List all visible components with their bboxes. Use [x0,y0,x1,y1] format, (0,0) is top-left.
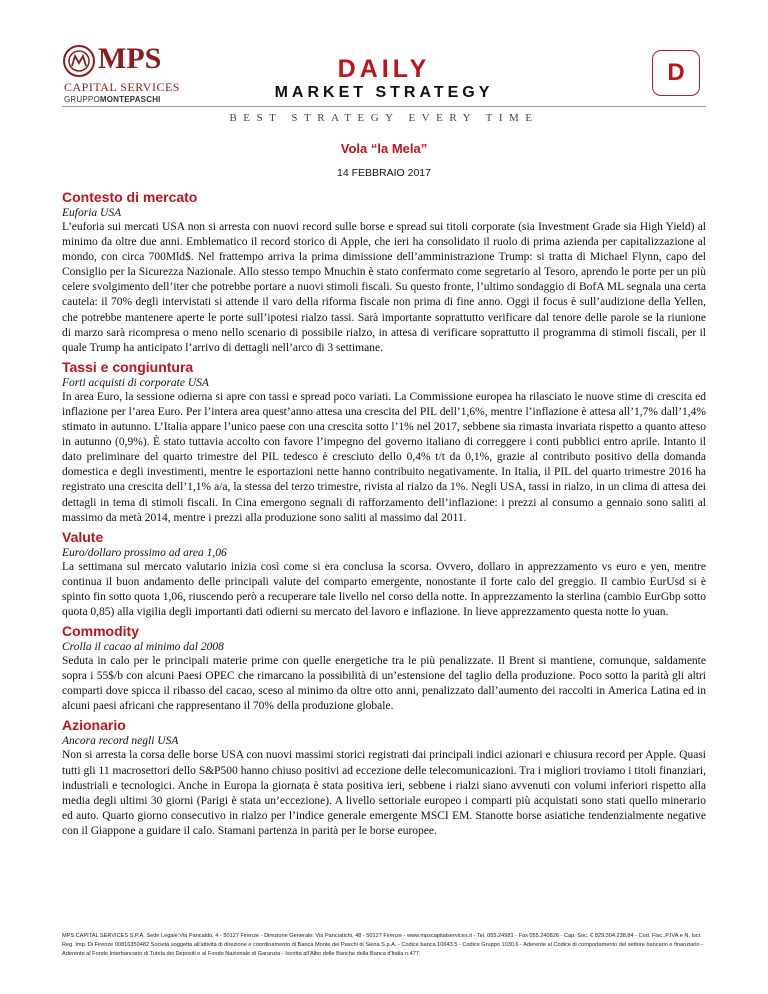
publication-title: DAILY [337,55,431,83]
logo-brand-text: MPS [98,42,162,75]
logo-group-main: MONTEPASCHI [99,95,161,104]
section-text: La settimana sul mercato valutario inizia così come si era conclusa la scorsa. Ovvero, dollaro in apprezzamento vs euro e yen, mentre continua il buon andamento delle principali valute del comparto emergente, nonostante il forte calo del greggio. Il cambio EurUsd si è spinto fin sotto quota 1,06, riuscendo però a recuperare tale livello nel corso della notte. In apprezzamento la sterlina (cambio EurGbp sotto quota 0,85) alla vigilia degli importanti dati odierni su mercato del lavoro e inflazione. In lieve apprezzamento questa notte lo yuan. [62,560,706,618]
section-text: L’euforia sui mercati USA non si arresta con nuovi record sulle borse e spread sui titoli corporate (sia Investment Grade sia High Yield) al minimo da oltre due anni. Emblematico il record storico di Apple, che ieri ha consolidato il ruolo di prima azienda per capitalizzazione al mondo, con circa 700Mld$. Nel frattempo arriva la prima dimissione dell’amministrazione Trump: si tratta di Michael Flynn, capo del Consiglio per la Sicurezza Nazionale. Allo stesso tempo Mnuchin è stato confermato come segretario al Tesoro, aprendo le porte per un più celere svolgimento dell’iter che potrebbe portare a nuovi stimoli fiscali. Su questo fronte, l’ultimo sondaggio di BofA ML segnala una certa cautela: il 70% degli intervistati si attende il varo della riforma fiscale non prima di fine anno. Oggi il focus è sull’audizione della Yellen, che potrebbe mantenere aperte le porte sull’ipotesi rialzo tassi. Sarà importante soprattutto verificare dal tenore delle parole se la riunione di marzo sarà ricompresa o meno nello scenario di possibile rialzo, in attesa di verificare soprattutto il programma di stimoli fiscali, per il quale Trump ha anticipato l’arrivo di dettagli nell’arco di 3 settimane. [62,221,706,354]
section-heading: Valute [62,528,104,545]
header-divider [62,106,706,107]
section-azionario [62,717,706,839]
section-subheading: Forti acquisti di corporate USA [62,376,209,389]
document-date: 14 FEBBRAIO 2017 [337,167,431,179]
logo-subtitle: CAPITAL SERVICES [64,80,180,94]
section-heading: Tassi e congiuntura [62,358,194,375]
section-subheading: Ancora record negli USA [62,735,179,748]
legal-footer: MPS CAPITAL SERVICES S.P.A. Sede Legale:Via Pancaldo, 4 - 50127 Firenze - Direzione Generale: Via Panciatichi, 48 - 50127 Firenze - www.mpscapitalservices.it - Tel. 055.24981 - Fax 055.240826 - Cap. Soc. € 829.304.238,84 - Cod. Fisc.,P.IVA e N. Iscr. Reg. Imp. Di Firenze 00816350482 Società soggetta all'attività di direzione e coordinamento di Banca Monte dei Paschi di Siena S.p.A. - Codice banca 10643.5 - Codice Gruppo 1030.6 - Aderente al Codice di comportamento del settore bancario e finanziario - Aderente al Fondo Interbancario di Tutela dei Depositi e al Fondo Nazionale di Garanzia - Iscritta all'Albo delle Banche della Banca d'Italia n.477. [62,933,704,958]
section-commodity [62,623,706,714]
section-subheading: Euforia USA [62,207,122,219]
tagline: BEST STRATEGY EVERY TIME [229,112,539,124]
section-subheading: Crolla il cacao al minimo dal 2008 [62,641,224,654]
section-text: Non si arresta la corsa delle borse USA con nuovi massimi storici registrati dai principali indici azionari e chiusura record per Apple. Quasi tutti gli 11 macrosettori dello S&P500 hanno chiuso positivi ad eccezione delle telecomunicazioni. Tra i migliori troviamo i titoli finanziari, industriali e tecnologici. Anche in Europa la giornata è stata positiva ieri, sebbene i rialzi siano avvenuti con volumi inferiori rispetto alla media degli ultimi 30 giorni (Parigi è stata un’eccezione). A livello settoriale europeo i comparti più acquistati sono stati quello minerario ed auto. Quarto giorno consecutivo in rialzo per l’indice generale emergente MSCI EM. Stanotte borse asiatiche tendenzialmente negative con il Giappone a guidare il calo. Stamani partenza in parità per le borse europee. [62,749,706,837]
section-text: Seduta in calo per le principali materie prime con quelle energetiche tra le più penalizzate. Il Brent si mantiene, comunque, saldamente sopra i 55$/b con alcuni Paesi OPEC che rimarcano la possibilità di un’estensione del taglio della produzione. Poco sotto la parità gli altri comparti dove spicca il ribasso del cacao, sceso al minimo da oltre otto anni, penalizzato dall’aumento dei raccolti in America Latina ed in alcuni paesi africani che rappresentano il 70% della produzione globale. [62,655,706,713]
report-body [62,189,706,842]
section-tassi [62,359,706,526]
section-heading: Commodity [62,623,139,640]
section-contesto [62,189,706,356]
document-title: Vola “la Mela” [340,141,428,156]
section-heading: Azionario [62,717,126,734]
publication-subtitle: MARKET STRATEGY [274,84,494,101]
section-subheading: Euro/dollaro prossimo ad area 1,06 [62,546,227,559]
section-valute [62,529,706,620]
publication-badge: D [652,50,700,96]
section-text: In area Euro, la sessione odierna si apre con tassi e spread poco variati. La Commissione europea ha rilasciato le nuove stime di crescita ed inflazione per l’area Euro. Per l’intera area quest’anno attesa una crescita del PIL dell’1,6%, mentre l’inflazione è attesa all’1,7% dall’1,4% stimato in autunno. L’Italia appare l’unico paese con una crescita sotto l’1% nel 2017, sebbene sia rimasta invariata rispetto a quanto atteso in autunno (0,9%). È stato tuttavia accolto con favore l’impegno del governo italiano di correggere i conti pubblici entro aprile. Intanto il dato preliminare del quarto trimestre del PIL tedesco è cresciuto dello 0,4% t/t da 0,1%, grazie al contributo positivo della domanda domestica e degli investimenti, mentre le esportazioni nette hanno contribuito negativamente. In Italia, il PIL del quarto trimestre 2016 ha registrato una crescita dell’1,1% a/a, la stessa del terzo trimestre, rivista al rialzo da 1%. Negli USA, tassi in rialzo, in un clima di attesa dei dettagli in tema di stimoli fiscali. In Cina emergono segnali di rafforzamento dell’inflazione: i prezzi al consumo a gennaio sono saliti al massimo da metà 2014, mentre i prezzi alla produzione sono saliti al massimo dal 2011. [62,390,706,524]
section-heading: Contesto di mercato [62,189,198,205]
logo-group-prefix: GRUPPO [64,95,100,104]
